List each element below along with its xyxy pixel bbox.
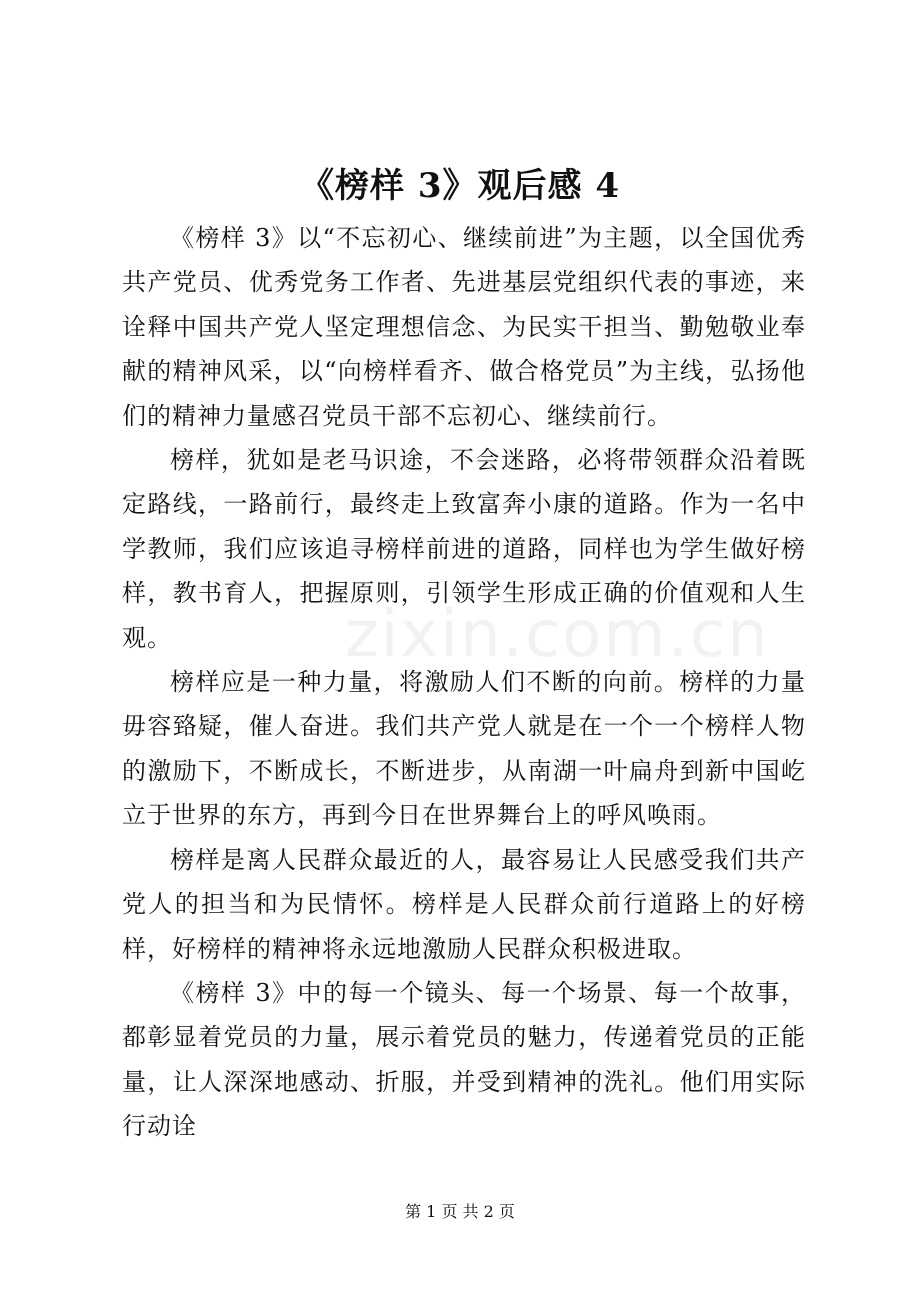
paragraph-5: 《榜样 3》中的每一个镜头、每一个场景、每一个故事，都彰显着党员的力量，展示着党员的魅力，传递着党员的正能量，让人深深地感动、折服，并受到精神的洗礼。他们用实际行动诠 xyxy=(122,978,806,1141)
document-title: 《榜样 3》观后感 4 xyxy=(300,166,620,206)
watermark: zixin.com.cn xyxy=(345,598,770,672)
document-body xyxy=(122,216,806,1149)
paragraph-1: 《榜样 3》以“不忘初心、继续前进”为主题，以全国优秀共产党员、优秀党务工作者、先进基层党组织代表的事迹，来诠释中国共产党人坚定理想信念、为民实干担当、勤勉敬业奉献的精神风采，以“向榜样看齐、做合格党员”为主线，弘扬他们的精神力量感召党员干部不忘初心、继续前行。 xyxy=(122,224,806,430)
paragraph-4: 榜样是离人民群众最近的人，最容易让人民感受我们共产党人的担当和为民情怀。榜样是人民群众前行道路上的好榜样，好榜样的精神将永远地激励人民群众积极进取。 xyxy=(122,845,806,963)
page-footer: 第 1 页 共 2 页 xyxy=(405,1202,515,1221)
paragraph-2: 榜样，犹如是老马识途，不会迷路，必将带领群众沿着既定路线，一路前行，最终走上致富奔小康的道路。作为一名中学教师，我们应该追寻榜样前进的道路，同样也为学生做好榜样，教书育人，把握原则，引领学生形成正确的价值观和人生观。 xyxy=(122,446,806,652)
paragraph-3: 榜样应是一种力量，将激励人们不断的向前。榜样的力量毋容臵疑，催人奋进。我们共产党人就是在一个一个榜样人物的激励下，不断成长，不断进步，从南湖一叶扁舟到新中国屹立于世界的东方，再到今日在世界舞台上的呼风唤雨。 xyxy=(122,668,806,830)
